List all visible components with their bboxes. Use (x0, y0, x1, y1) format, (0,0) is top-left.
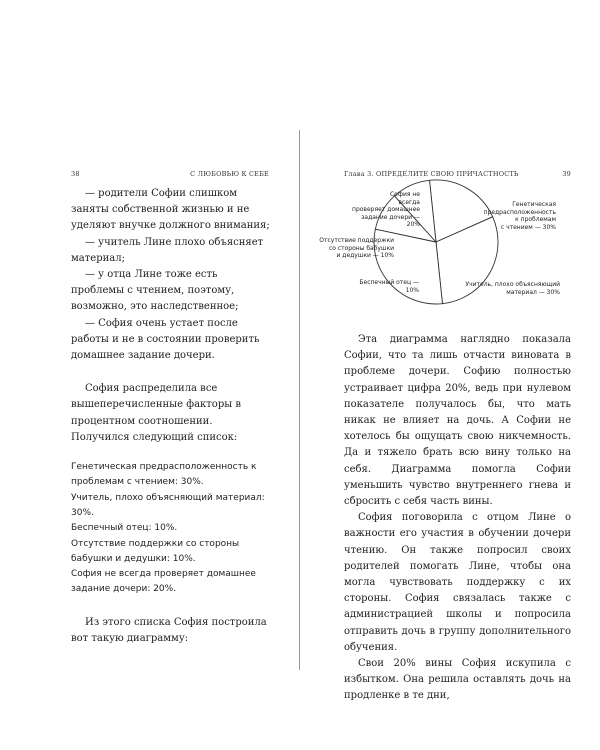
paragraph: София поговорила с отцом Лине о важности его участия в обучении дочери чтению. Он также попросил своих родителей помогать Лине, чтобы она могла чувствовать поддержку с их стороны. София связалась также с администрацией школы и попросила отправить дочь в группу дополнительного обучения. (344, 512, 571, 653)
pie-label-line: материал — 30% (506, 288, 560, 296)
pie-slice-label (316, 237, 394, 260)
pie-label-line: Учитель, плохо объясняющий (465, 281, 560, 288)
list-item: — у отца Лине тоже есть проблемы с чтением, поэтому, возможно, это наследственное; (71, 269, 239, 313)
pie-label-line: предрасположенность (483, 208, 556, 216)
paragraph: Эта диаграмма наглядно показала Софии, что та лишь отчасти виновата в проблеме дочери. Софию полностью устраивает цифра 20%, ведь при нулевом показателе получалось бы, что мать никак не влияет на дочь. А Софии не хотелось бы ощущать свою никчемность. Да и тяжело брать всю вину только на себя. Диаграмма помогла Софии уменьшить чувство внутреннего гнева и сбросить с себя часть вины. (344, 334, 571, 508)
pie-label-line: Беспечный отец — 10% (359, 279, 419, 294)
list-item: — учитель Лине плохо объясняет материал; (71, 236, 264, 264)
pie-label-line: с чтением — 30% (500, 223, 556, 231)
pie-label-line: София не (389, 191, 420, 198)
pie-label-line: и дедушки — 10% (336, 252, 394, 260)
factor-item: София не всегда проверяет домашнее задание дочери: 20%. (71, 569, 256, 595)
left-page-number: 38 (71, 170, 80, 178)
list-item: — София очень устает после работы и не в состоянии проверить домашнее задание дочери. (71, 317, 260, 362)
factor-list (71, 460, 271, 598)
right-page-body (344, 332, 571, 705)
pie-slice-label (460, 281, 560, 296)
pie-label-line: к проблемам (515, 216, 556, 224)
left-page (0, 0, 299, 750)
right-page-number: 39 (562, 170, 571, 178)
list-item: — родители Софии слишком заняты собственной жизнью и не уделяют внучке должного внимания; (71, 188, 270, 232)
pie-label-line: задание дочери — 20% (361, 213, 420, 229)
right-page (300, 0, 600, 750)
left-running-head: С ЛЮБОВЬЮ К СЕБЕ (190, 170, 269, 178)
right-running-head: Глава 3. ОПРЕДЕЛИТЕ СВОЮ ПРИЧАСТНОСТЬ (344, 170, 519, 178)
paragraph: София распределила все вышеперечисленные факторы в процентном соотношении. Получился следующий список: (71, 383, 241, 443)
pie-chart-area (300, 0, 600, 330)
left-page-body (71, 186, 271, 647)
paragraph: Из этого списка София построила вот такую диаграмму: (71, 616, 267, 644)
pie-label-line: проверяет домашнее (352, 206, 420, 214)
pie-slice-label (476, 201, 556, 231)
factor-item: Отсутствие поддержки со стороны бабушки и дедушки: 10%. (71, 538, 240, 564)
factor-item: Учитель, плохо объясняющий материал: 30%. (71, 492, 265, 518)
pie-label-line: Генетическая (512, 201, 556, 208)
factor-item: Генетическая предрасположенность к проблемам с чтением: 30%. (71, 462, 257, 488)
factor-item: Беспечный отец: 10%. (71, 523, 178, 534)
pie-slice-label (350, 191, 420, 229)
paragraph: Свои 20% вины София искупила с избытком. Она решила оставлять дочь на продленке в те дни, (344, 658, 571, 702)
pie-label-line: со стороны бабушки (328, 244, 394, 252)
pie-label-line: всегда (398, 198, 420, 206)
pie-label-line: Отсутствие поддержки (319, 237, 394, 244)
pie-slice-label (347, 279, 419, 294)
